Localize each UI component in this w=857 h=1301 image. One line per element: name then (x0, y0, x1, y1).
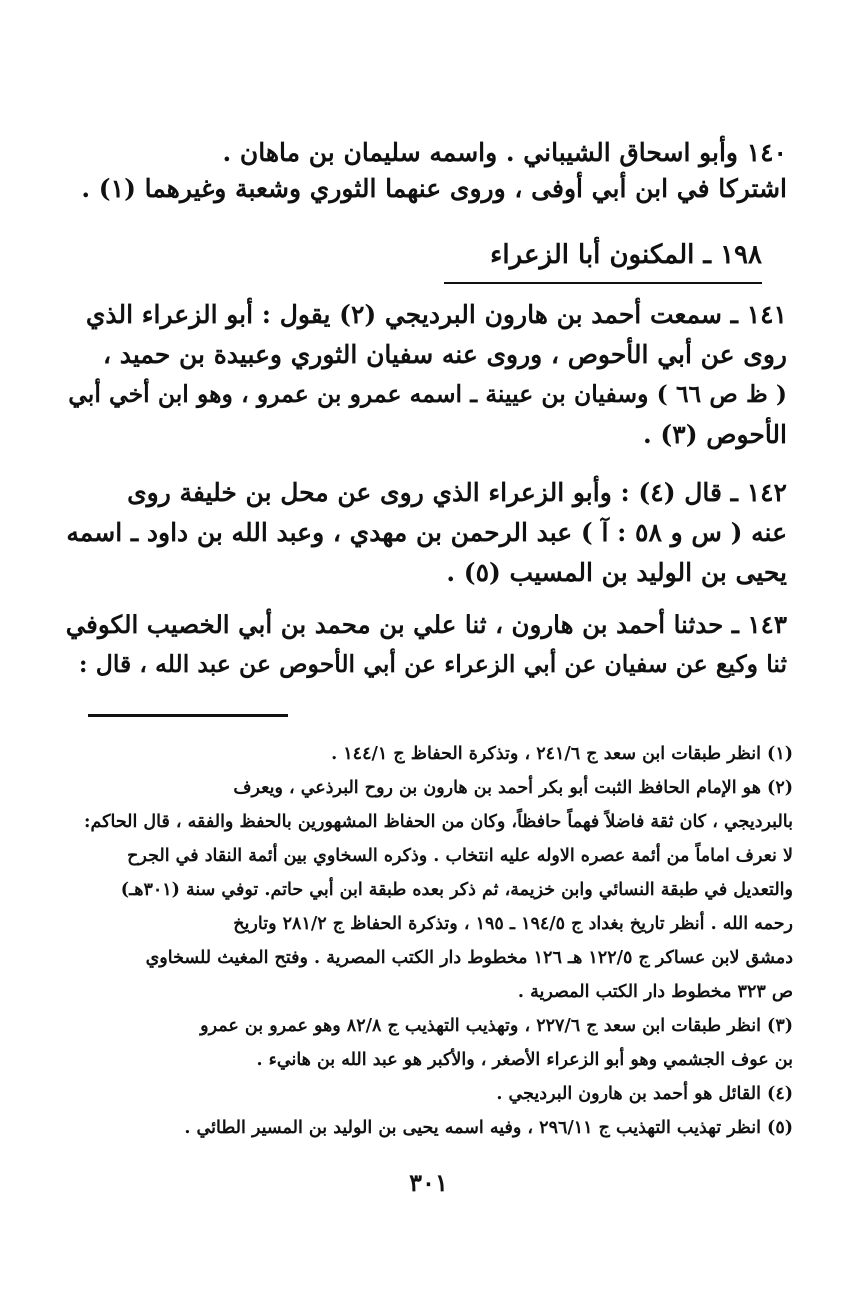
text-line-6: الأحوص (٣) . (643, 420, 787, 449)
footnote-line-7: دمشق لابن عساكر ج ١٢٢/٥ هـ ١٢٦ مخطوط دار الكتب المصرية . وفتح المغيث للسخاوي (145, 948, 793, 968)
text-line-5: ( ظ ص ٦٦ ) وسفيان بن عيينة ـ اسمه عمرو بن عمرو ، وهو ابن أخي أبي (68, 380, 787, 408)
text-line-1: ١٤٠ وأبو اسحاق الشيباني . واسمه سليمان بن ماهان . (222, 138, 787, 167)
footnote-separator (88, 714, 288, 717)
text-line-2: اشتركا في ابن أبي أوفى ، وروى عنهما الثوري وشعبة وغيرهما (١) . (81, 174, 787, 203)
footnote-line-12: (٥) انظر تهذيب التهذيب ج ٢٩٦/١١ ، وفيه اسمه يحيى بن الوليد بن المسير الطائي . (184, 1118, 793, 1138)
page-number: ٣٠١ (409, 1168, 448, 1197)
text-line-8: عنه ( س و ٥٨ : آ ) عبد الرحمن بن مهدي ، وعبد الله بن داود ـ اسمه (66, 518, 787, 547)
footnote-line-9: (٣) انظر طبقات ابن سعد ج ٢٢٧/٦ ، وتهذيب التهذيب ج ٨٢/٨ وهو عمرو بن عمرو (200, 1016, 793, 1036)
footnote-line-6: رحمه الله . أنظر تاريخ بغداد ج ١٩٤/٥ ـ ١٩٥ ، وتذكرة الحفاظ ج ٢٨١/٢ وتاريخ (233, 914, 793, 934)
text-line-9: يحيى بن الوليد بن المسيب (٥) . (446, 558, 787, 587)
footnote-line-8: ص ٣٢٣ مخطوط دار الكتب المصرية . (517, 982, 793, 1002)
footnote-line-5: والتعديل في طبقة النسائي وابن خزيمة، ثم ذكر بعده طبقة ابن أبي حاتم. توفي سنة (٣٠١هـ) (120, 880, 793, 900)
footnote-line-11: (٤) القائل هو أحمد بن هارون البرديجي . (496, 1084, 793, 1104)
text-line-4: روى عن أبي الأحوص ، وروى عنه سفيان الثوري وعبيدة بن حميد ، (102, 340, 787, 369)
text-line-7: ١٤٢ ـ قال (٤) : وأبو الزعراء الذي روى عن محل بن خليفة روى (127, 478, 787, 507)
footnote-line-10: بن عوف الجشمي وهو أبو الزعراء الأصغر ، والأكبر هو عبد الله بن هانيء . (256, 1050, 793, 1070)
heading-underline (444, 282, 762, 284)
section-heading: ١٩٨ ـ المكنون أبا الزعراء (490, 240, 762, 270)
footnote-line-1: (١) انظر طبقات ابن سعد ج ٢٤١/٦ ، وتذكرة الحفاظ ج ١٤٤/١ . (331, 744, 793, 764)
text-line-3: ١٤١ ـ سمعت أحمد بن هارون البرديجي (٢) يقول : أبو الزعراء الذي (85, 300, 787, 329)
text-line-11: ثنا وكيع عن سفيان عن أبي الزعراء عن أبي الأحوص عن عبد الله ، قال : (78, 650, 787, 678)
footnote-line-2: (٢) هو الإمام الحافظ الثبت أبو بكر أحمد بن هارون بن روح البرذعي ، ويعرف (233, 778, 793, 798)
text-line-10: ١٤٣ ـ حدثنا أحمد بن هارون ، ثنا علي بن محمد بن أبي الخصيب الكوفي (65, 610, 787, 639)
footnote-line-3: بالبرديجي ، كان ثقة فاضلاً فهماً حافظاً، وكان من الحفاظ المشهورين بالحفظ والفقه ، قال الحاكم: (84, 812, 793, 832)
footnote-line-4: لا نعرف اماماً من أئمة عصره الاوله عليه انتخاب . وذكره السخاوي بين أئمة النقاد في الجرح (127, 846, 793, 866)
